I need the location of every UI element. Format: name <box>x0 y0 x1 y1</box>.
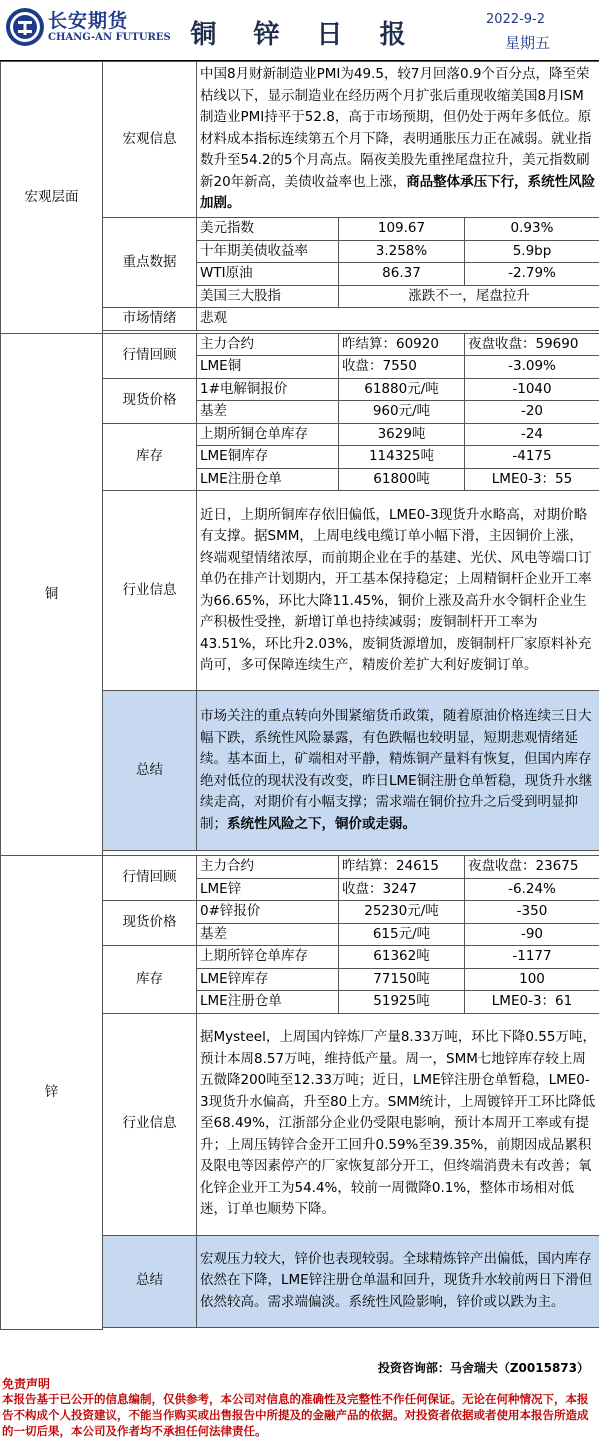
zinc-section-label: 锌 <box>1 856 103 1330</box>
data-row-name: WTI原油 <box>197 263 339 286</box>
report-date: 2022-9-2 <box>486 12 546 27</box>
report-header <box>0 0 599 61</box>
copper-spot-cell: 基差 <box>197 401 339 424</box>
zinc-summary-text: 宏观压力较大，锌价也表现较弱。全球精炼锌产出偏低，国内库存依然在下降，LME锌注册仓单温和回升，现货升水较前两日下滑但依然较高。需求端偏淡。系统性风险影响，锌价或以跌为主。 <box>197 1235 599 1327</box>
zinc-review-cell: 收盘：3247 <box>339 878 465 901</box>
zinc-spot-cell: 615元/吨 <box>339 923 465 946</box>
zinc-inventory-cell: -1177 <box>465 946 599 969</box>
copper-review-cell: LME铜 <box>197 356 339 379</box>
disclaimer-title: 免责声明 <box>2 1377 51 1391</box>
zinc-spot-cell: -350 <box>465 901 599 924</box>
zinc-summary-label: 总结 <box>103 1235 197 1327</box>
zinc-spot-cell: 基差 <box>197 923 339 946</box>
data-row-change: -2.79% <box>465 263 599 286</box>
copper-inventory-cell: 上期所铜仓单库存 <box>197 423 339 446</box>
copper-spot-cell: -20 <box>465 401 599 424</box>
copper-industry-text: 近日，上期所铜库存依旧偏低，LME0-3现货升水略高，对期价略有支撑。据SMM，上周电线电缆订单小幅下滑，主因铜价上涨，终端观望情绪浓厚，而前期企业在手的基建、光伏、风电等端口订单仍在排产计划期内，开工基本保持稳定；上周精铜杆企业开工率为66.65%，环比大降11.45%，铜价上涨及高升水令铜杆企业生产积极性受挫，新增订单也持续减弱；废铜制杆开工率为43.51%，环比升2.03%，废铜货源增加，废铜制杆厂家原料补充尚可，多可保障连续生产，精废价差扩大利好废铜订单。 <box>197 491 599 691</box>
zinc-inventory-cell: 上期所锌仓单库存 <box>197 946 339 969</box>
copper-spot-cell: 61880元/吨 <box>339 378 465 401</box>
zinc-spot-cell: -90 <box>465 923 599 946</box>
macro-section-label: 宏观层面 <box>1 62 103 334</box>
report-table <box>0 61 599 1330</box>
zinc-review-cell: -6.24% <box>465 878 599 901</box>
copper-summary-emphasis: 系统性风险之下，铜价或走弱。 <box>227 815 416 832</box>
brand-name-en: CHANG-AN FUTURES <box>48 32 171 43</box>
copper-spot-label: 现货价格 <box>103 378 197 423</box>
macro-info-label: 宏观信息 <box>103 62 197 218</box>
zinc-industry-text: 据Mysteel，上周国内锌炼厂产量8.33万吨，环比下降0.55万吨，预计本周8.57万吨，维持低产量。周一，SMM七地锌库存较上周五微降200吨至12.33万吨；近日，LME锌注册仓单暂稳，LME0-3现货升水偏高，升至80上方。SMM统计，上周镀锌开工环比降低至68.49%，江浙部分企业仍受限电影响，预计本周开工率或有提升；上周压铸锌合金开工回升0.59%至39.35%，前期因成品累积及限电等因素停产的厂家恢复部分开工，但终端消费未有改善；氧化锌企业开工为54.4%，较前一周微降0.1%，整体市场相对低迷，订单也顺势下降。 <box>197 1013 599 1235</box>
copper-inventory-cell: 61800吨 <box>339 468 465 491</box>
zinc-inventory-cell: LME注册仓单 <box>197 991 339 1014</box>
copper-inventory-cell: 3629吨 <box>339 423 465 446</box>
data-row-value: 3.258% <box>339 240 465 263</box>
zinc-inventory-cell: 61362吨 <box>339 946 465 969</box>
macro-data-label: 重点数据 <box>103 218 197 308</box>
stocks-value: 涨跌不一，尾盘拉升 <box>339 285 599 308</box>
macro-info-emphasis: 商品整体承压下行，系统性风险加剧。 <box>200 173 596 212</box>
copper-review-cell: 昨结算：60920 <box>339 333 465 356</box>
report-title: 铜 锌 日 报 <box>190 20 420 50</box>
advisor-credit: 投资咨询部：马舍瑞夫（Z0015873） <box>377 1361 589 1375</box>
copper-review-cell: -3.09% <box>465 356 599 379</box>
stocks-name: 美国三大股指 <box>197 285 339 308</box>
sentiment-value: 悲观 <box>197 308 599 331</box>
copper-industry-label: 行业信息 <box>103 491 197 691</box>
data-row-change: 5.9bp <box>465 240 599 263</box>
data-row-value: 86.37 <box>339 263 465 286</box>
copper-inventory-cell: -4175 <box>465 446 599 469</box>
sentiment-label: 市场情绪 <box>103 308 197 331</box>
copper-inventory-cell: LME铜库存 <box>197 446 339 469</box>
copper-summary-label: 总结 <box>103 691 197 851</box>
copper-inventory-cell: 114325吨 <box>339 446 465 469</box>
report-weekday: 星期五 <box>505 34 551 52</box>
data-row-change: 0.93% <box>465 218 599 241</box>
copper-spot-cell: 960元/吨 <box>339 401 465 424</box>
copper-inventory-cell: LME注册仓单 <box>197 468 339 491</box>
zinc-spacer <box>103 1327 599 1330</box>
copper-review-cell: 夜盘收盘：59690 <box>465 333 599 356</box>
zinc-review-cell: 昨结算：24615 <box>339 856 465 879</box>
copper-section-label: 铜 <box>1 333 103 856</box>
zinc-inventory-cell: LME0-3：61 <box>465 991 599 1014</box>
zinc-spot-cell: 25230元/吨 <box>339 901 465 924</box>
zinc-spot-cell: 0#锌报价 <box>197 901 339 924</box>
macro-info-body: 中国8月财新制造业PMI为49.5，较7月回落0.9个百分点，降至荣枯线以下，显示制造业在经历两个月扩张后重现收缩美国8月ISM制造业PMI持平于52.8，高于市场预期，但仍处于两年多低位。原材料成本指标连续第五个月下降，表明通胀压力正在减弱。就业指数升至54.2的5个月高点。隔夜美股先重挫尾盘拉升，美元指数刷新20年新高，美债收益率也上涨， <box>200 66 592 190</box>
macro-info-text <box>197 62 599 218</box>
data-row-value: 109.67 <box>339 218 465 241</box>
zinc-review-label: 行情回顾 <box>103 856 197 901</box>
zinc-inventory-cell: LME锌库存 <box>197 968 339 991</box>
changan-logo-icon <box>4 6 46 48</box>
copper-inventory-label: 库存 <box>103 423 197 491</box>
brand-name-cn: 长安期货 <box>48 10 129 32</box>
disclaimer-text: 本报告基于已公开的信息编制，仅供参考，本公司对信息的准确性及完整性不作任何保证。无论在何种情况下，本报告不构成个人投资建议，不能当作购买或出售报告中所提及的金融产品的依据。对投资者依据或者使用本报告所造成的一切后果，本公司及作者均不承担任何法律责任。 <box>2 1392 589 1438</box>
copper-review-cell: 收盘：7550 <box>339 356 465 379</box>
zinc-industry-label: 行业信息 <box>103 1013 197 1235</box>
copper-review-label: 行情回顾 <box>103 333 197 378</box>
data-row-name: 十年期美债收益率 <box>197 240 339 263</box>
zinc-inventory-label: 库存 <box>103 946 197 1014</box>
copper-summary-body: 市场关注的重点转向外围紧缩货币政策，随着原油价格连续三日大幅下跌，系统性风险暴露，有色跌幅也较明显，短期悲观情绪延续。基本面上，矿端相对平静，精炼铜产量料有恢复，但国内库存绝对低位的现状没有改变，昨日LME铜注册仓单暂稳，现货升水继续走高，对期价有小幅支撑；需求端在铜价拉升之后受到明显抑制； <box>200 708 593 832</box>
zinc-inventory-cell: 77150吨 <box>339 968 465 991</box>
zinc-inventory-cell: 100 <box>465 968 599 991</box>
copper-inventory-cell: -24 <box>465 423 599 446</box>
zinc-review-cell: LME锌 <box>197 878 339 901</box>
copper-review-cell: 主力合约 <box>197 333 339 356</box>
copper-spot-cell: -1040 <box>465 378 599 401</box>
zinc-review-cell: 主力合约 <box>197 856 339 879</box>
zinc-spot-label: 现货价格 <box>103 901 197 946</box>
copper-summary-text <box>197 691 599 851</box>
zinc-review-cell: 夜盘收盘：23675 <box>465 856 599 879</box>
zinc-inventory-cell: 51925吨 <box>339 991 465 1014</box>
data-row-name: 美元指数 <box>197 218 339 241</box>
copper-inventory-cell: LME0-3：55 <box>465 468 599 491</box>
copper-spot-cell: 1#电解铜报价 <box>197 378 339 401</box>
